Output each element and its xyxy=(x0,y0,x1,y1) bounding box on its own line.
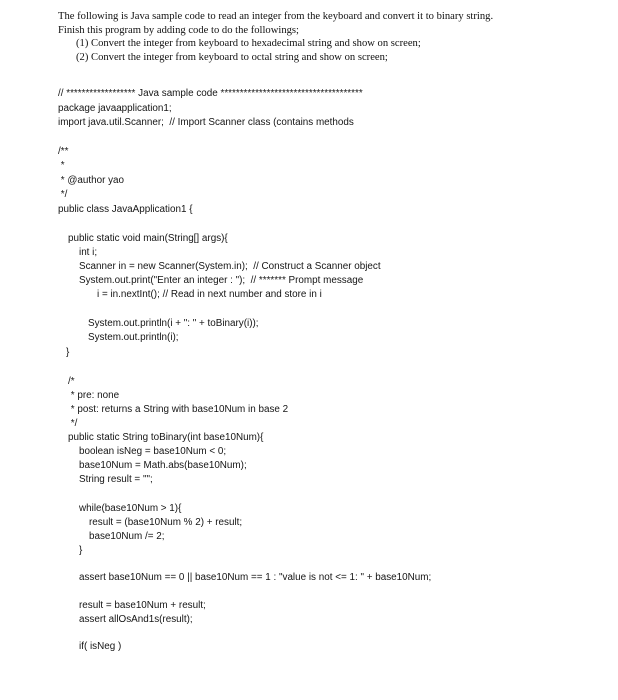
intro-line-1: The following is Java sample code to read an integer from the keyboard and convert it to binary string. xyxy=(58,11,494,22)
code-line-abs: base10Num = Math.abs(base10Num); xyxy=(79,460,247,471)
code-line-prompt: System.out.print("Enter an integer : "); // ******* Prompt message xyxy=(79,275,364,286)
code-line-import: import java.util.Scanner; // Import Scanner class (contains methods xyxy=(58,117,354,128)
code-line-if-isneg: if( isNeg ) xyxy=(79,641,122,652)
code-line-main-close: } xyxy=(66,347,70,358)
code-line-tobinary-decl: public static String toBinary(int base10Num){ xyxy=(68,432,264,443)
task-item-1: (1) Convert the integer from keyboard to hexadecimal string and show on screen; xyxy=(76,38,421,49)
code-line-pre: * pre: none xyxy=(68,390,120,401)
code-line-divide: base10Num /= 2; xyxy=(89,531,165,542)
problem-statement xyxy=(58,10,608,64)
code-line-int-decl: int i; xyxy=(79,247,98,258)
code-line-result-update: result = (base10Num % 2) + result; xyxy=(89,517,243,528)
code-line-post: * post: returns a String with base10Num in base 2 xyxy=(68,404,289,415)
code-line-author: * @author yao xyxy=(58,175,125,186)
code-line-doc-close: */ xyxy=(58,189,68,200)
code-line-while: while(base10Num > 1){ xyxy=(79,503,182,514)
code-line-result-final: result = base10Num + result; xyxy=(79,600,206,611)
code-line-package: package javaapplication1; xyxy=(58,103,172,114)
code-line-assert-value: assert base10Num == 0 || base10Num == 1 : "value is not <= 1: " + base10Num; xyxy=(79,572,432,583)
code-line-scanner: Scanner in = new Scanner(System.in); // Construct a Scanner object xyxy=(79,261,381,272)
task-item-2: (2) Convert the integer from keyboard to octal string and show on screen; xyxy=(76,51,388,63)
code-line-println-binary: System.out.println(i + ": " + toBinary(i)); xyxy=(88,318,259,329)
code-line-assert-bits: assert allOsAnd1s(result); xyxy=(79,614,193,625)
code-line-doc-open: /** xyxy=(58,146,69,157)
code-line-result-init: String result = ""; xyxy=(79,474,153,485)
code-line-read-int: i = in.nextInt(); // Read in next number and store in i xyxy=(97,289,322,300)
intro-line-2: Finish this program by adding code to do the followings; xyxy=(58,24,299,36)
code-line-println-int: System.out.println(i); xyxy=(88,332,179,343)
code-line-header-comment: // ****************** Java sample code ************************************* xyxy=(58,88,363,99)
code-line-doc-star: * xyxy=(58,160,65,171)
code-line-isneg: boolean isNeg = base10Num < 0; xyxy=(79,446,227,457)
code-line-comment-close: */ xyxy=(68,418,78,429)
code-line-class-decl: public class JavaApplication1 { xyxy=(58,204,193,215)
code-line-while-close: } xyxy=(79,545,83,556)
code-line-comment-open: /* xyxy=(68,376,75,387)
code-line-main-decl: public static void main(String[] args){ xyxy=(68,233,228,244)
